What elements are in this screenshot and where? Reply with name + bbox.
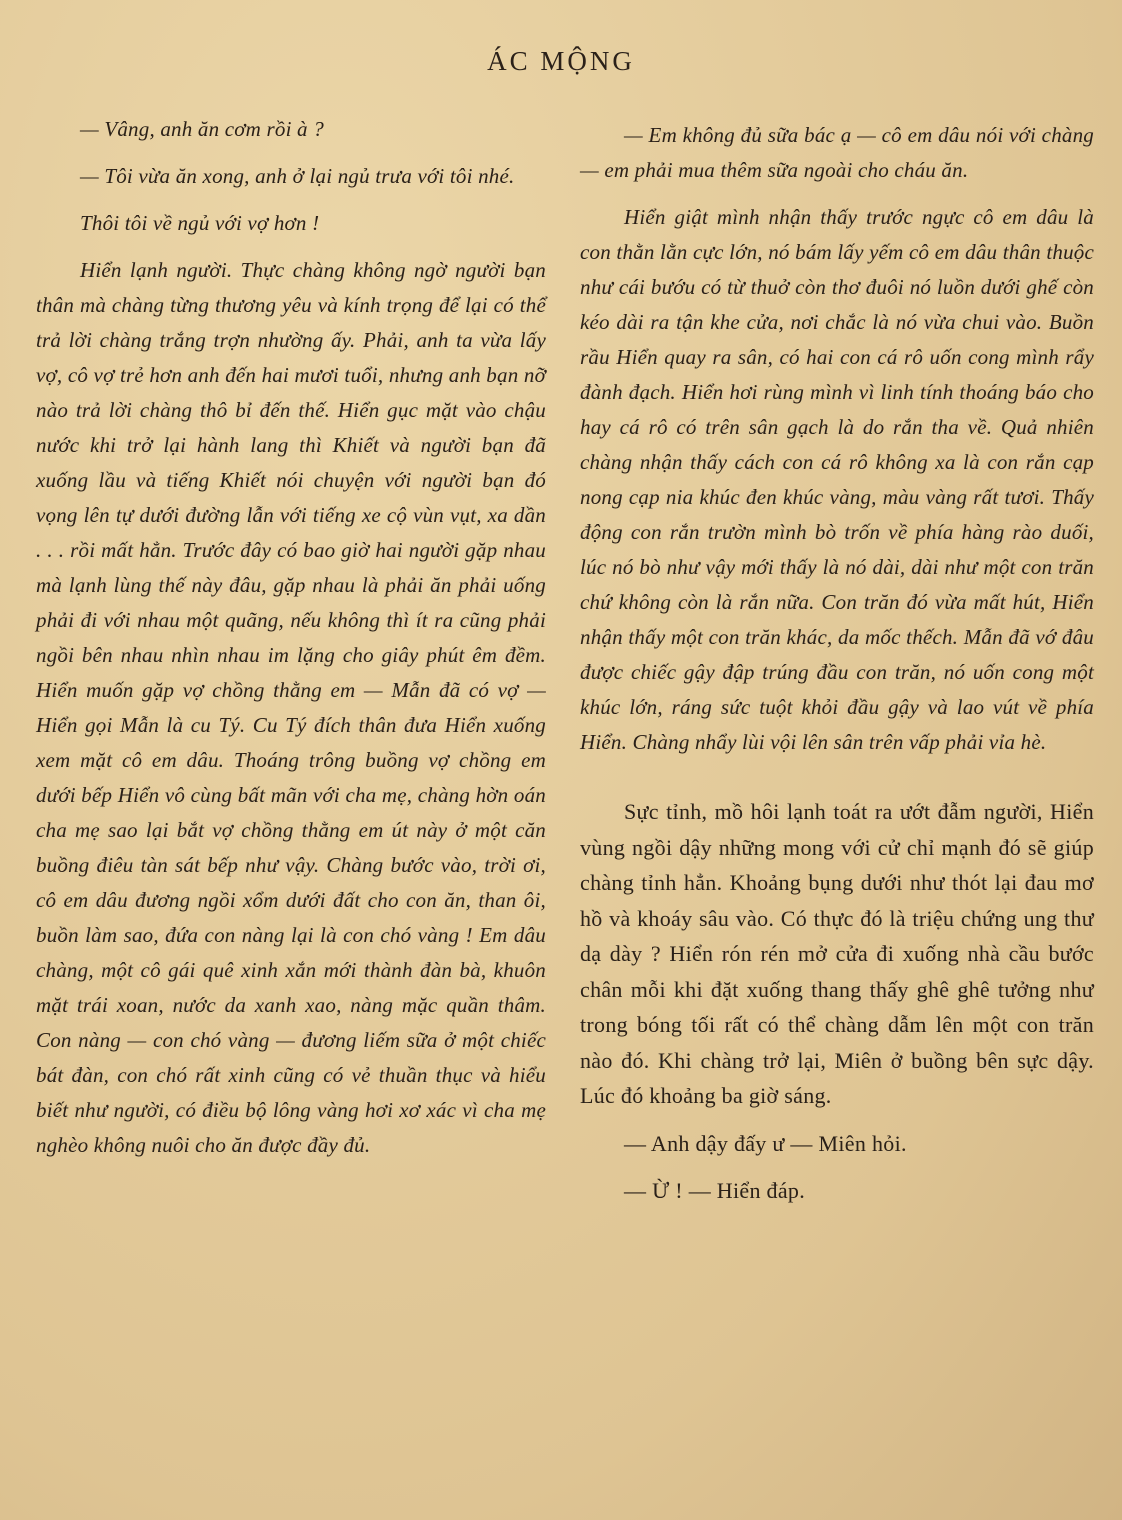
dialogue-line: — Vâng, anh ăn cơm rồi à ?: [80, 117, 324, 141]
dialogue-line: — Ừ ! — Hiển đáp.: [624, 1178, 806, 1203]
body-paragraph: Hiển giật mình nhận thấy trước ngực cô em dâu là con thằn lằn cực lớn, nó bám lấy yếm cô em dâu thân thuộc như cái bướu có từ thuở còn thơ đuôi nó luồn dưới ghế còn kéo dài ra tận khe cửa, nơi chắc là nó vừa chui vào. Buồn rầu Hiển quay ra sân, có hai con cá rô uốn cong mình rẩy đành đạch. Hiển hơi rùng mình vì linh tính thoáng báo cho hay cá rô có trên sân gạch là do rắn tha về. Quả nhiên chàng nhận thấy cách con cá rô không xa là con rắn cạp nong cạp nia khúc đen khúc vàng, màu vàng rất tươi. Thấy động con rắn trườn mình bò trốn về phía hàng rào duối, lúc nó bò như vậy mới thấy là nó dài, dài như một con trăn chứ không còn là rắn nữa. Con trăn đó vừa mất hút, Hiển nhận thấy một con trăn khác, da mốc thếch. Mẫn đã vớ đâu được chiếc gậy đập trúng đầu con trăn, nó uốn cong một khúc lớn, ráng sức tuột khỏi đầu gậy và lao vút về phía Hiển. Chàng nhẩy lùi vội lên sân trên vấp phải vỉa hè.: [580, 205, 1094, 754]
body-paragraph: Hiển lạnh người. Thực chàng không ngờ người bạn thân mà chàng từng thương yêu và kính trọng để lại có thể trả lời chàng trắng trợn nhường ấy. Phải, anh ta vừa lấy vợ, cô vợ trẻ hơn anh đến hai mươi tuổi, nhưng anh bạn nỡ nào trả lời chàng thô bỉ đến thế. Hiển gục mặt vào chậu nước khi trở lại hành lang thì Khiết và người bạn đã xuống lầu và tiếng Khiết nói chuyện với người bạn đó vọng lên tự dưới đường lẫn với tiếng xe cộ vùn vụt, xa dần . . . rồi mất hẳn. Trước đây có bao giờ hai người gặp nhau mà lạnh lùng thế này đâu, gặp nhau là phải ăn phải uống phải đi với nhau một quãng, nếu không thì ít ra cũng phải ngồi bên nhau nhìn nhau im lặng cho giây phút êm đềm. Hiển muốn gặp vợ chồng thằng em — Mẫn đã có vợ — Hiển gọi Mẫn là cu Tý. Cu Tý đích thân đưa Hiển xuống xem mặt cô em dâu. Thoáng trông buồng vợ chồng em dưới bếp Hiển vô cùng bất mãn với cha mẹ, chàng hờn oán cha mẹ sao lại bắt vợ chồng thằng em út này ở một căn buồng điêu tàn sát bếp như vậy. Chàng bước vào, trời ơi, cô em dâu đương ngồi xổm dưới đất cho con ăn, than ôi, buồn làm sao, đứa con nàng lại là con chó vàng ! Em dâu chàng, một cô gái quê xinh xắn mới thành đàn bà, khuôn mặt trái xoan, nước da xanh xao, nàng mặc quần thâm. Con nàng — con chó vàng — đương liếm sữa ở một chiếc bát đàn, con chó rất xinh cũng có vẻ thuần thục và hiểu biết như người, có điều bộ lông vàng hơi xơ xác vì cha mẹ nghèo không nuôi cho ăn được đầy đủ.: [36, 258, 546, 1157]
body-paragraph: Sực tỉnh, mồ hôi lạnh toát ra ướt đẫm người, Hiển vùng ngồi dậy những mong với cử chỉ mạnh đó sẽ giúp chàng tỉnh hẳn. Khoảng bụng dưới như thót lại đau mơ hồ và khoáy sâu vào. Có thực đó là triệu chứng ung thư dạ dày ? Hiển rón rén mở cửa đi xuống nhà cầu bước chân mỗi khi đặt xuống thang thấy ghê ghê tưởng như trong bóng tối rất có thể chàng dẫm lên một con trăn nào đó. Khi chàng trở lại, Miên ở buồng bên sực dậy. Lúc đó khoảng ba giờ sáng.: [580, 799, 1094, 1108]
dialogue-line: — Anh dậy đấy ư — Miên hỏi.: [624, 1130, 907, 1156]
dialogue-line: — Tôi vừa ăn xong, anh ở lại ngủ trưa với tôi nhé.: [80, 164, 515, 188]
dialogue-line: — Em không đủ sữa bác ạ — cô em dâu nói với chàng — em phải mua thêm sữa ngoài cho cháu ăn.: [580, 123, 1094, 182]
running-title: ÁC MỘNG: [487, 46, 635, 76]
dialogue-line: Thôi tôi về ngủ với vợ hơn !: [80, 211, 320, 235]
left-column: [36, 112, 546, 1163]
right-column: [580, 118, 1094, 1209]
